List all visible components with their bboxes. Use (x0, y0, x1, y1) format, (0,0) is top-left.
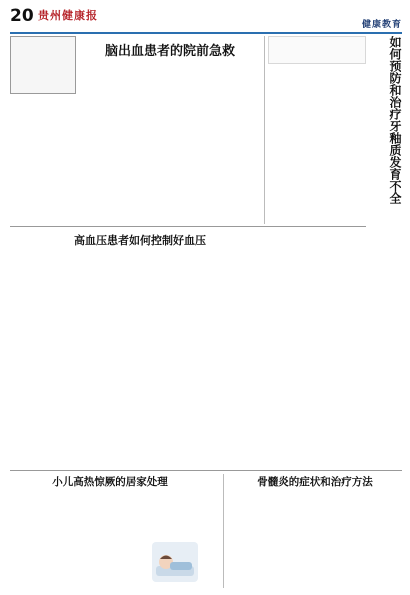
tooth-enamel-side-note (370, 222, 402, 302)
osteomyelitis-body (228, 492, 402, 588)
masthead (10, 6, 402, 34)
brain-hemorrhage-text (80, 60, 260, 216)
lead-box-text (11, 37, 75, 43)
column-divider (223, 474, 224, 588)
tooth-enamel-body (268, 66, 368, 216)
brain-hemorrhage-body (80, 60, 260, 216)
paper-name: 贵州健康报 (38, 9, 98, 22)
child-illustration (152, 542, 198, 582)
section-divider (10, 226, 366, 227)
tooth-enamel-side-text (370, 222, 402, 302)
tooth-enamel-headline: 如何预防和治疗牙釉质发育不全 (388, 36, 402, 204)
brain-hemorrhage-headline: 脑出血患者的院前急救 (104, 44, 235, 59)
page-number: 20 (10, 6, 34, 26)
brain-hemorrhage-left-text (10, 96, 74, 216)
tooth-enamel-text (268, 66, 368, 216)
tooth-enamel-callout (268, 36, 366, 64)
sleeping-child-icon (152, 542, 198, 582)
column-divider (264, 36, 265, 224)
section-divider (10, 470, 402, 471)
lead-box (10, 36, 76, 94)
hypertension-text (10, 250, 366, 466)
hypertension-headline: 高血压患者如何控制好血压 (74, 234, 206, 247)
tooth-enamel-callout-text (269, 37, 365, 41)
section-name: 健康教育 (361, 20, 402, 30)
brain-hemorrhage-left-column (10, 96, 74, 216)
hypertension-body (10, 250, 366, 466)
child-fever-headline: 小儿高热惊厥的居家处理 (52, 476, 168, 488)
osteomyelitis-headline: 骨髓炎的症状和治疗方法 (257, 476, 373, 488)
osteomyelitis-text (228, 492, 402, 588)
